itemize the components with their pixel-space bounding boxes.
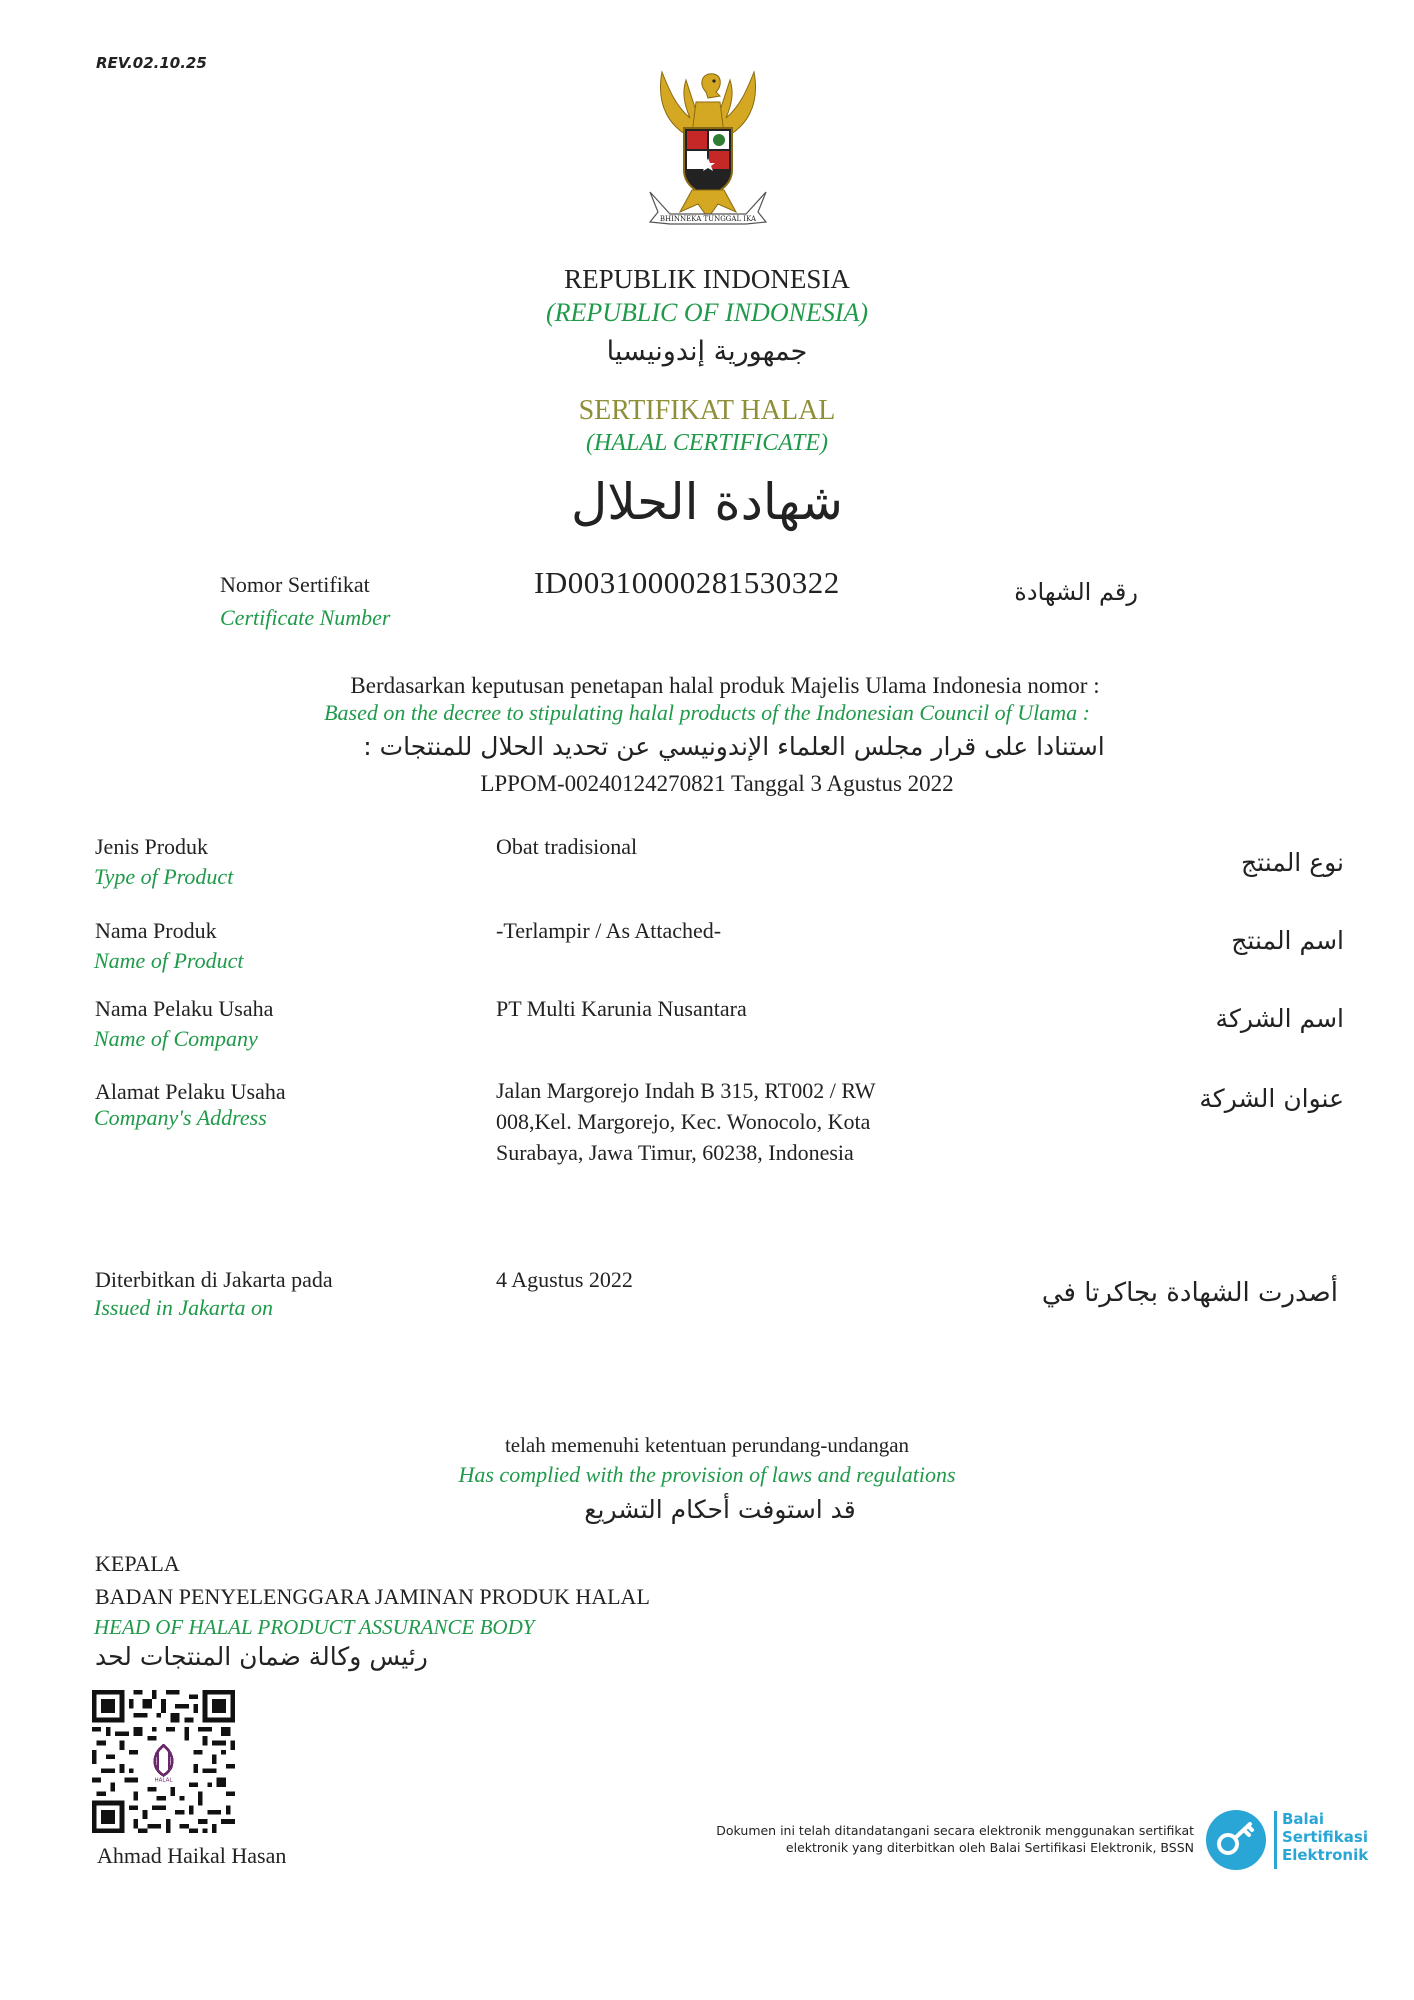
issued-label-id: Diterbitkan di Jakarta pada	[95, 1267, 333, 1292]
signatory-title-ar: رئيس وكالة ضمان المنتجات لحد	[95, 1642, 428, 1671]
field-label-id: Nama Pelaku Usaha	[95, 996, 274, 1021]
bsre-key-icon	[1204, 1808, 1268, 1872]
bsre-text: Elektronik	[1282, 1846, 1369, 1864]
field-label-ar: نوع المنتج	[1241, 848, 1344, 877]
signatory-name: Ahmad Haikal Hasan	[97, 1843, 287, 1868]
emblem-motto: BHINNEKA TUNGGAL IKA	[659, 215, 757, 223]
bsre-divider	[1274, 1811, 1277, 1869]
field-value: PT Multi Karunia Nusantara	[496, 996, 747, 1021]
field-value: -Terlampir / As Attached-	[496, 918, 722, 943]
field-label-en: Name of Company	[94, 1026, 258, 1051]
field-label-ar: اسم المنتج	[1231, 926, 1344, 955]
field-label-id: Alamat Pelaku Usaha	[95, 1079, 286, 1104]
signatory-title-2: BADAN PENYELENGGARA JAMINAN PRODUK HALAL	[95, 1584, 650, 1609]
compliance-line-en: Has complied with the provision of laws and regulations	[458, 1462, 956, 1487]
country-name-en: (REPUBLIC OF INDONESIA)	[545, 298, 869, 327]
decree-number: LPPOM-00240124270821 Tanggal 3 Agustus 2022	[480, 771, 954, 796]
bsre-text: Balai	[1282, 1810, 1324, 1828]
qr-logo-text: HALAL	[154, 1777, 173, 1784]
garuda-emblem	[618, 62, 798, 242]
certificate-title-en: (HALAL CERTIFICATE)	[585, 430, 828, 456]
esign-note-line: Dokumen ini telah ditandatangani secara elektronik menggunakan sertifikat	[716, 1823, 1194, 1838]
field-value-address	[496, 1075, 876, 1168]
field-label-en: Name of Product	[94, 948, 244, 973]
cert-number-label-en: Certificate Number	[220, 605, 391, 630]
certificate-title-id: SERTIFIKAT HALAL	[578, 395, 836, 426]
field-value: Obat tradisional	[496, 834, 638, 859]
bsre-text: Sertifikasi	[1282, 1828, 1368, 1846]
field-label-id: Jenis Produk	[95, 834, 209, 859]
compliance-line-ar: قد استوفت أحكام التشريع	[584, 1495, 856, 1524]
decree-line-id: Berdasarkan keputusan penetapan halal produk Majelis Ulama Indonesia nomor :	[350, 673, 1100, 698]
esign-note-line: elektronik yang diterbitkan oleh Balai Sertifikasi Elektronik, BSSN	[785, 1840, 1194, 1855]
country-name-ar: جمهورية إندونيسيا	[606, 336, 808, 367]
certificate-title-ar: شهادة الحلال	[570, 473, 844, 531]
issued-label-ar: أصدرت الشهادة بجاكرتا في	[1041, 1278, 1338, 1308]
cert-number-value: ID00310000281530322	[534, 565, 840, 600]
decree-line-en: Based on the decree to stipulating halal products of the Indonesian Council of Ulama :	[324, 700, 1090, 725]
issued-date: 4 Agustus 2022	[496, 1267, 633, 1292]
issued-label-en: Issued in Jakarta on	[94, 1295, 274, 1320]
field-label-en: Company's Address	[94, 1105, 267, 1130]
address-line: Surabaya, Jawa Timur, 60238, Indonesia	[496, 1140, 854, 1165]
compliance-line-id: telah memenuhi ketentuan perundang-undangan	[504, 1433, 910, 1457]
signatory-title-en: HEAD OF HALAL PRODUCT ASSURANCE BODY	[94, 1615, 535, 1639]
bsre-logo	[1204, 1808, 1390, 1874]
cert-number-label-id: Nomor Sertifikat	[220, 572, 370, 597]
signatory-title-1: KEPALA	[95, 1551, 180, 1576]
address-line: 008,Kel. Margorejo, Kec. Wonocolo, Kota	[496, 1109, 871, 1134]
cert-number-label-ar: رقم الشهادة	[1014, 578, 1138, 606]
field-label-ar: اسم الشركة	[1215, 1004, 1344, 1033]
address-line: Jalan Margorejo Indah B 315, RT002 / RW	[496, 1078, 876, 1103]
field-label-id: Nama Produk	[95, 918, 217, 943]
esign-note	[660, 1822, 1194, 1856]
decree-line-ar: استنادا على قرار مجلس العلماء الإندونيسي عن تحديد الحلال للمنتجات :	[363, 732, 1105, 761]
field-label-en: Type of Product	[94, 864, 234, 889]
field-label-ar: عنوان الشركة	[1199, 1084, 1344, 1113]
revision-code: REV.02.10.25	[96, 54, 207, 72]
qr-code	[92, 1690, 235, 1833]
country-name-id: REPUBLIK INDONESIA	[564, 264, 850, 294]
